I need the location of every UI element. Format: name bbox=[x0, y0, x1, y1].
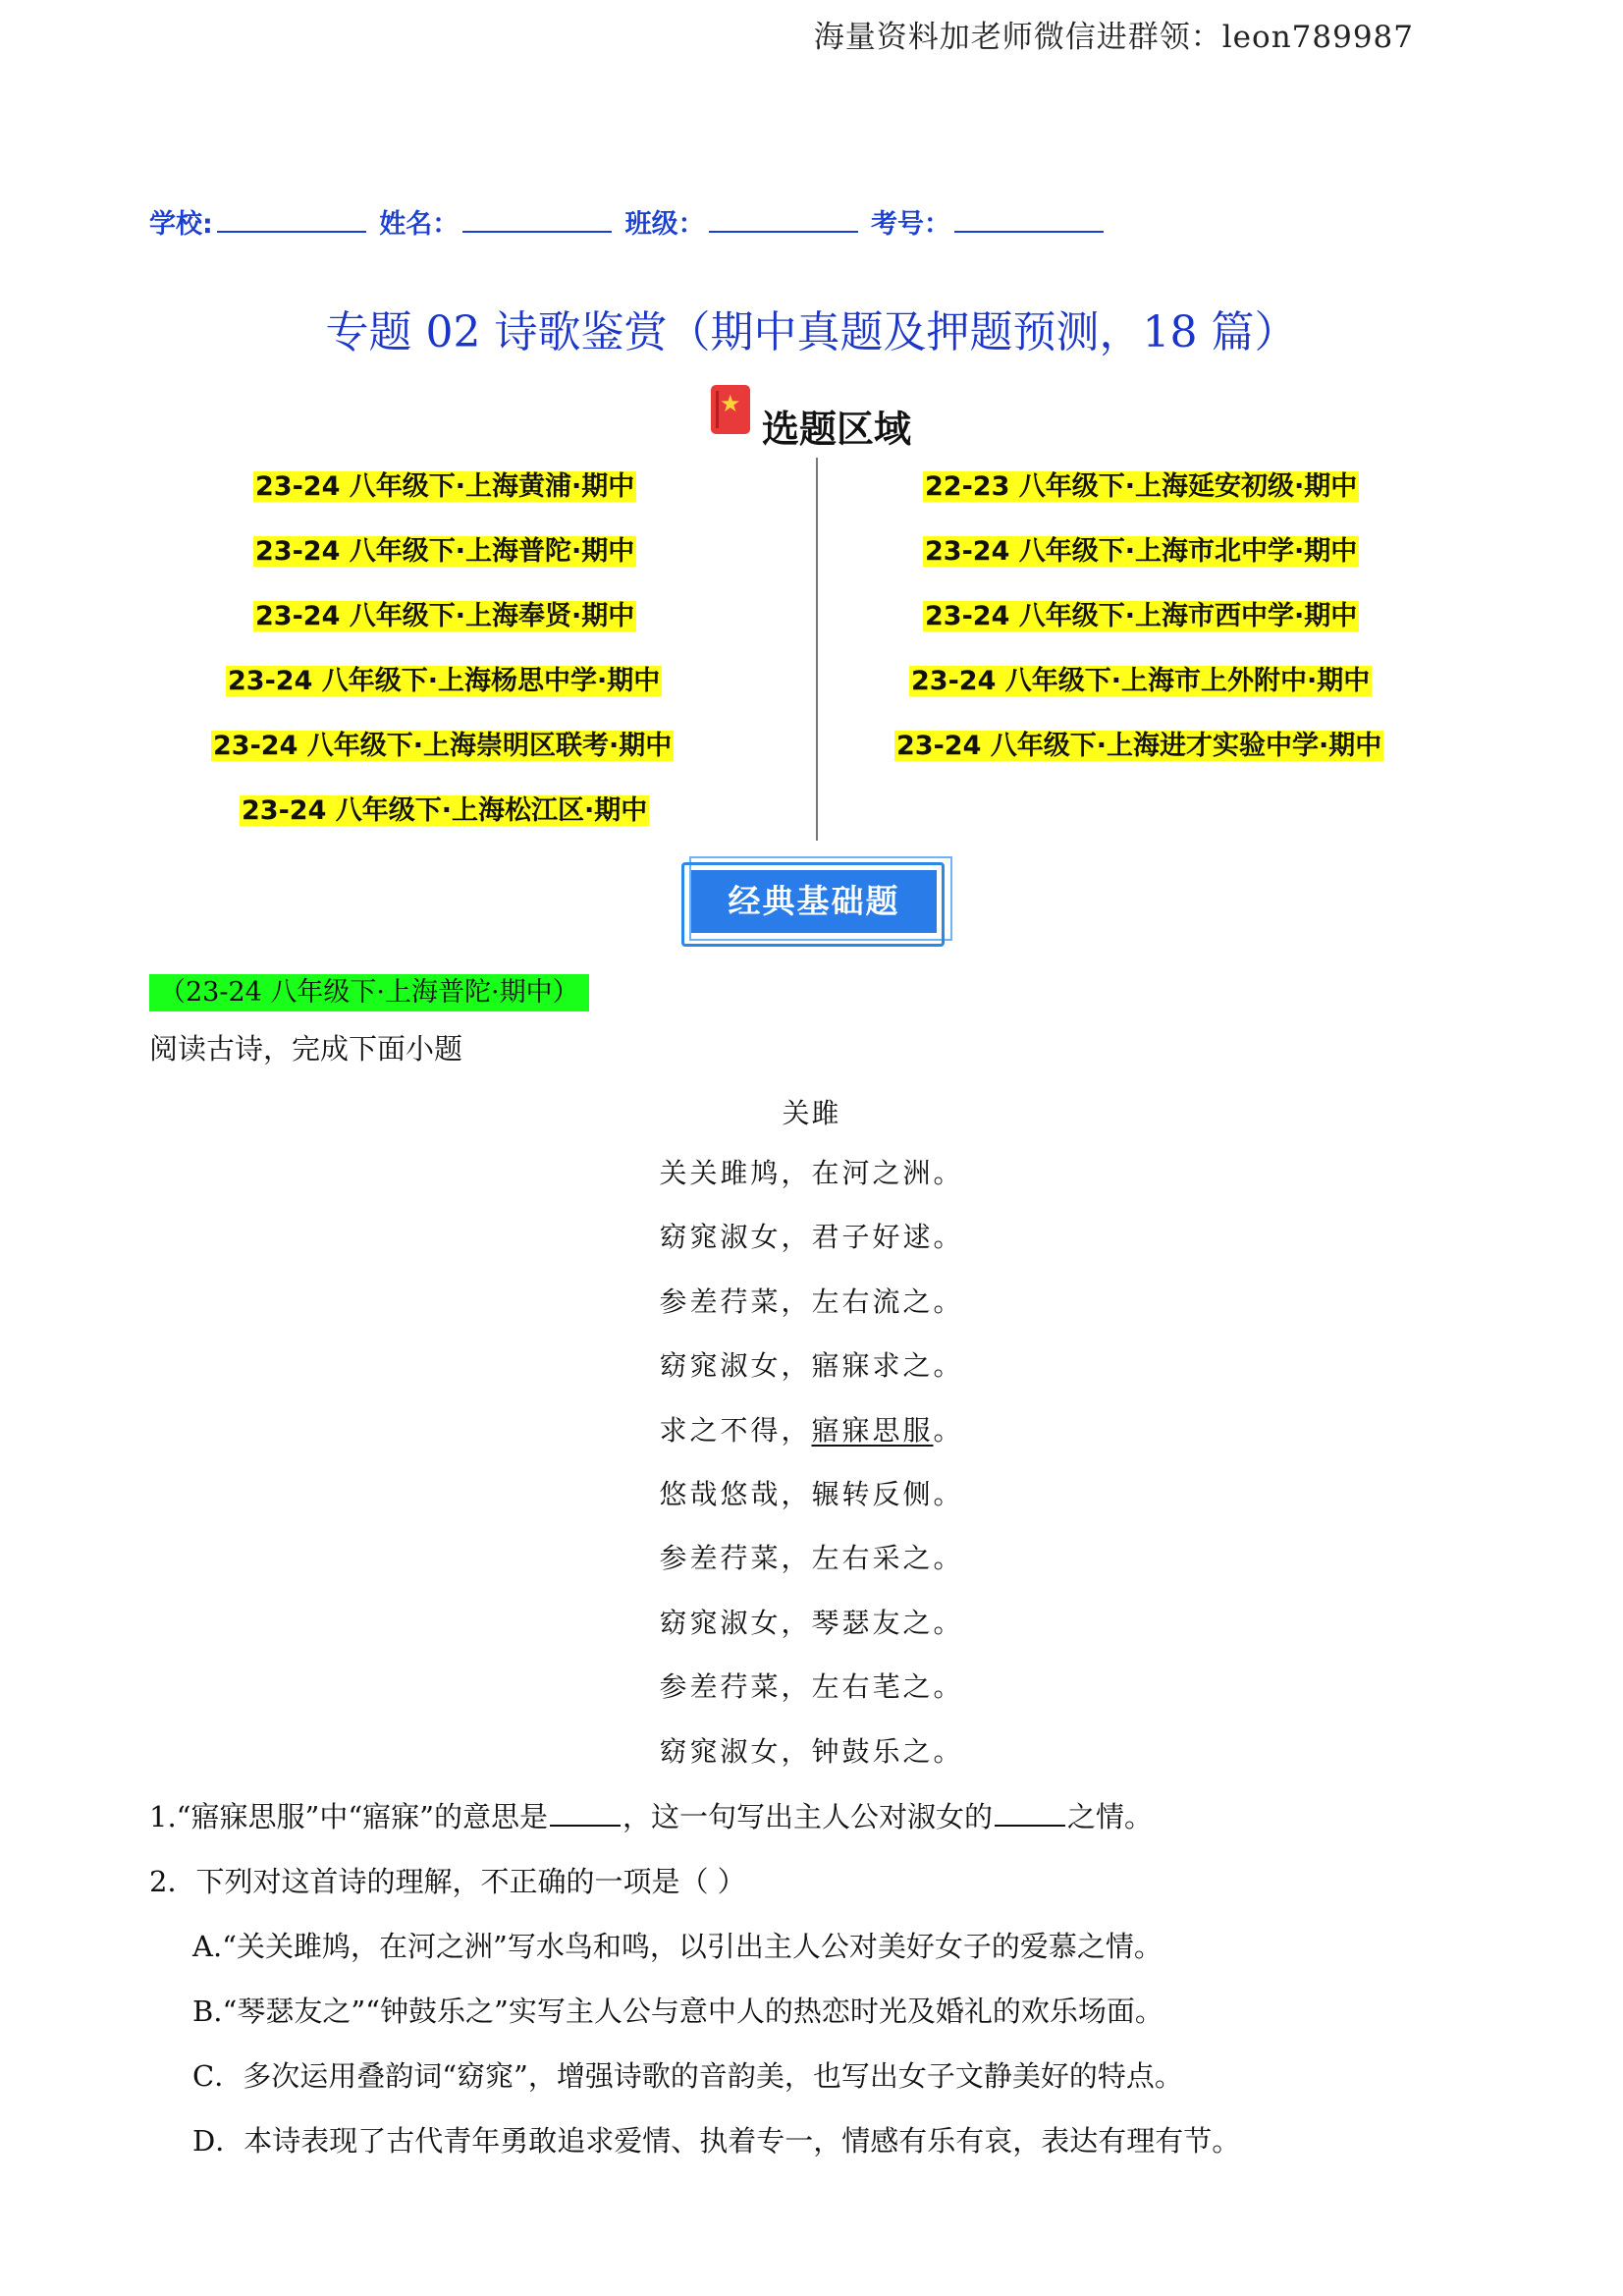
poem-line: 参差荇菜，左右采之。 bbox=[659, 1542, 964, 1575]
poem-line: 窈窕淑女，寤寐求之。 bbox=[659, 1349, 964, 1383]
school-label: 学校: bbox=[149, 209, 213, 240]
class-label: 班级： bbox=[624, 209, 705, 240]
poem-line-end: 。 bbox=[933, 1413, 964, 1447]
selection-item-left: 23-24 八年级下·上海崇明区联考·期中 bbox=[213, 731, 673, 761]
selection-item-left: 23-24 八年级下·上海松江区·期中 bbox=[242, 795, 648, 826]
poem-line: 窈窕淑女，君子好逑。 bbox=[659, 1221, 964, 1254]
selection-item-right: 23-24 八年级下·上海市北中学·期中 bbox=[925, 536, 1358, 567]
poem-title: 关雎 bbox=[782, 1097, 841, 1129]
poem-line: 窈窕淑女，钟鼓乐之。 bbox=[659, 1734, 964, 1768]
selection-item-right: 23-24 八年级下·上海市上外附中·期中 bbox=[911, 666, 1371, 696]
selection-item-left: 23-24 八年级下·上海奉贤·期中 bbox=[255, 601, 635, 631]
student-info-line bbox=[149, 202, 1108, 241]
question-2: 2．下列对这首诗的理解，不正确的一项是（ ） bbox=[149, 1865, 746, 1898]
selection-item-right: 22-23 八年级下·上海延安初级·期中 bbox=[925, 471, 1358, 502]
underlined-phrase: 寤寐思服 bbox=[811, 1413, 934, 1447]
red-book-icon bbox=[711, 385, 750, 434]
section-title: 选题区域 bbox=[762, 408, 912, 451]
poem-line bbox=[0, 1411, 1623, 1475]
instruction-text: 阅读古诗，完成下面小题 bbox=[149, 1032, 463, 1066]
vertical-divider bbox=[816, 458, 818, 841]
selection-item-left: 23-24 八年级下·上海黄浦·期中 bbox=[255, 471, 635, 502]
class-blank bbox=[709, 209, 858, 233]
poem-line: 悠哉悠哉，辗转反侧。 bbox=[659, 1477, 964, 1510]
question-1 bbox=[149, 1797, 1153, 1836]
watermark: 海量资料加老师微信进群领：leon789987 bbox=[813, 20, 1414, 55]
document-title: 专题 02 诗歌鉴赏（期中真题及押题预测，18 篇） bbox=[325, 307, 1298, 357]
poem-line-start: 求之不得， bbox=[659, 1413, 812, 1447]
question-1-part-a: 1.“寤寐思服”中“寤寐”的意思是 bbox=[149, 1800, 548, 1833]
question-1-part-c: 之情。 bbox=[1067, 1800, 1154, 1833]
answer-blank-2[interactable] bbox=[995, 1801, 1065, 1827]
exam-no-blank bbox=[954, 209, 1104, 233]
poem-line: 关关雎鸠，在河之洲。 bbox=[659, 1157, 964, 1189]
poem-line: 窈窕淑女，琴瑟友之。 bbox=[659, 1606, 964, 1639]
selection-item-right: 23-24 八年级下·上海市西中学·期中 bbox=[925, 601, 1358, 631]
option-d: D．本诗表现了古代青年勇敢追求爱情、执着专一，情感有乐有哀，表达有理有节。 bbox=[192, 2124, 1241, 2158]
poem-body bbox=[0, 1154, 1623, 1796]
poem-line: 参差荇菜，左右流之。 bbox=[659, 1285, 964, 1318]
school-blank bbox=[217, 209, 366, 233]
answer-blank-1[interactable] bbox=[550, 1801, 621, 1827]
badge-label: 经典基础题 bbox=[691, 870, 937, 933]
selection-item-left: 23-24 八年级下·上海普陀·期中 bbox=[255, 536, 635, 567]
name-label: 姓名： bbox=[379, 209, 460, 240]
selection-item-left: 23-24 八年级下·上海杨思中学·期中 bbox=[228, 666, 661, 696]
poem-line: 参差荇菜，左右芼之。 bbox=[659, 1670, 964, 1704]
option-c: C．多次运用叠韵词“窈窕”，增强诗歌的音韵美，也写出女子文静美好的特点。 bbox=[192, 2059, 1183, 2093]
star-icon: ★ bbox=[720, 390, 741, 417]
question-source-tag: （23-24 八年级下·上海普陀·期中） bbox=[149, 974, 589, 1011]
option-a: A.“关关雎鸠，在河之洲”写水鸟和鸣，以引出主人公对美好女子的爱慕之情。 bbox=[192, 1930, 1163, 1963]
exam-no-label: 考号： bbox=[871, 209, 951, 240]
classic-basic-badge bbox=[681, 856, 952, 953]
name-blank bbox=[462, 209, 612, 233]
question-1-part-b: ，这一句写出主人公对淑女的 bbox=[622, 1800, 993, 1833]
selection-item-right: 23-24 八年级下·上海进才实验中学·期中 bbox=[896, 731, 1382, 761]
option-b: B.“琴瑟友之”“钟鼓乐之”实写主人公与意中人的热恋时光及婚礼的欢乐场面。 bbox=[192, 1995, 1163, 2028]
